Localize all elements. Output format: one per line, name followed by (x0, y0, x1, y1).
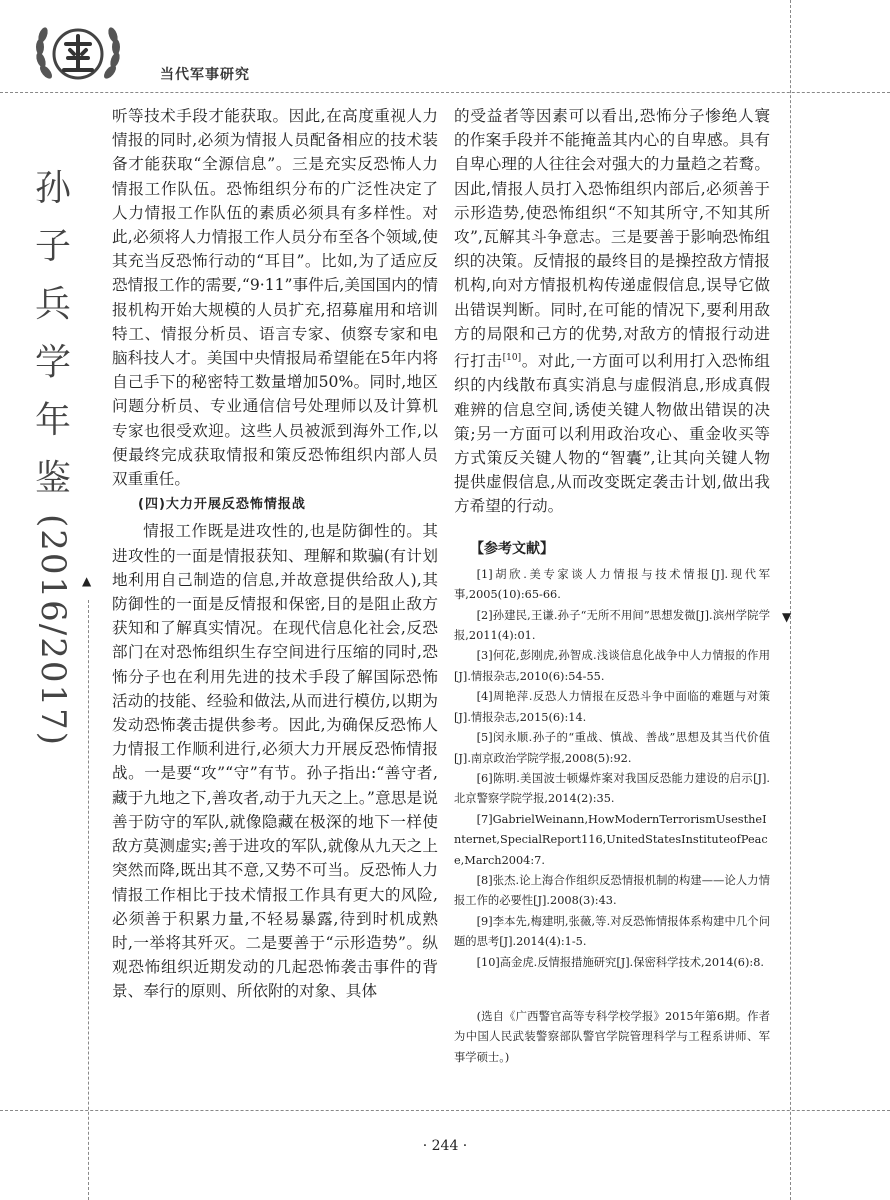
journal-name: 当代军事研究 (160, 67, 250, 83)
side-title-char: 年 (34, 400, 71, 441)
right-margin-rule (790, 0, 791, 1200)
triangle-up-icon: ▲ (82, 574, 92, 588)
yearbook-side-title (28, 160, 78, 747)
page-number: · 244 · (422, 1138, 468, 1154)
body-paragraph: 听等技术手段才能获取。因此,在高度重视人力情报的同时,必须为情报人员配备相应的技术装备才能获取“全源信息”。三是充实反恐怖人力情报工作队伍。恐怖组织分布的广泛性决定了人力情报工作队伍的素质必须具有多样性。对此,必须将人力情报工作人员分布至各个领域,使其充当反恐怖行动的“耳目”。比如,为了适应反恐情报工作的需要,“9·11”事件后,美国国内的情报机构开始大规模的人员扩充,招募雇用和培训特工、情报分析员、语言专家、侦察专家和电脑科技人才。美国中央情报局希望能在5年内将自己手下的秘密特工数量增加50%。同时,地区问题分析员、专业通信信号处理师以及计算机专家也很受欢迎。这些人员被派到海外工作,以便最终完成获取情报和策反恐怖组织内部人员双重重任。 (112, 107, 438, 489)
reference-item: [9]李本先,梅建明,张薇,等.对反恐怖情报体系构建中几个问题的思考[J].2014(4):1-5. (454, 914, 770, 949)
left-margin-rule (88, 600, 89, 1200)
side-title-char: 孙 (34, 168, 71, 209)
reference-item: [8]张杰.论上海合作组织反恐情报机制的构建——论人力情报工作的必要性[J].2008(3):43. (454, 873, 770, 908)
body-paragraph (454, 104, 770, 519)
paragraph-text: 的受益者等因素可以看出,恐怖分子惨绝人寰的作案手段并不能掩盖其内心的自卑感。具有自卑心理的人往往会对强大的力量趋之若鹜。因此,情报人员打入恐怖组织内部后,必须善于示形造势,使恐怖组织“不知其所守,不知其所攻”,瓦解其斗争意志。三是要善于影响恐怖组织的决策。反情报的最终目的是操控敌方情报机构,向对方情报机构传递虚假信息,误导它做出错误判断。同时,在可能的情况下,要利用敌方的局限和己方的优势,对敌方的情报行动进行打击 (454, 107, 770, 371)
section-heading: (四)大力开展反恐怖情报战 (138, 497, 306, 513)
citation-marker: [10] (502, 353, 522, 364)
reference-item: [3]何花,彭刚虎,孙智成.浅谈信息化战争中人力情报的作用[J].情报杂志,2010(6):54-55. (454, 649, 770, 683)
reference-item: [7]GabrielWeinann,HowModernTerrorismUsestheInternet,SpecialReport116,UnitedStatesInstituteofPeace,March2004:7. (454, 812, 768, 867)
paragraph-text: 。对此,一方面可以利用打入恐怖组织的内线散布真实消息与虚假消息,形成真假难辨的信息空间,诱使关键人物做出错误的决策;另一方面可以利用政治攻心、重金收买等方式策反关键人物的“智囊”,让其向关键人物提供虚假信息,从而改变既定袭击计划,做出我方希望的行动。 (454, 352, 770, 516)
references-heading: 【参考文献】 (470, 540, 554, 557)
reference-item: [5]闵永顺.孙子的“重战、慎战、善战”思想及其当代价值[J].南京政治学院学报,2008(5):92. (454, 731, 770, 765)
header-rule (0, 92, 890, 93)
body-paragraph: 情报工作既是进攻性的,也是防御性的。其进攻性的一面是情报获知、理解和欺骗(有计划地利用自己制造的信息,并故意提供给敌人),其防御性的一面是反情报和保密,目的是阻止敌方获知和了解真实情况。在现代信息化社会,反恐部门在对恐怖组织生存空间进行压缩的同时,恐怖分子也在利用先进的技术手段了解国际恐怖活动的技能、经验和做法,从而进行模仿,以期为发动恐怖袭击提供参考。因此,为确保反恐怖人力情报工作顺利进行,必须大力开展反恐怖情报战。一是要“攻”“守”有节。孙子指出:“善守者,藏于九地之下,善攻者,动于九天之上。”意思是说善于防守的军队,就像隐藏在极深的地下一样使敌方莫测虚实;善于进攻的军队,就像从九天之上突然而降,既出其不意,又势不可当。反恐怖人力情报工作相比于技术情报工作具有更大的风险,必须善于积累力量,不轻易暴露,待到时机成熟时,一举将其歼灭。二是要善于“示形造势”。纵观恐怖组织近期发动的几起恐怖袭击事件的背景、奉行的原则、所依附的对象、具体 (112, 522, 438, 1001)
reference-item: [2]孙建民,王谦.孙子“无所不用间”思想发微[J].滨州学院学报,2011(4):01. (454, 608, 770, 643)
side-title-char: 兵 (34, 284, 71, 325)
triangle-down-icon: ▼ (782, 610, 792, 624)
reference-item: [10]高金虎.反情报措施研究[J].保密科学技术,2014(6):8. (476, 955, 764, 969)
side-title-char: 学 (34, 342, 71, 383)
side-title-char: 鉴 (34, 458, 71, 499)
right-text-column (454, 104, 770, 1068)
side-title-year: (2016/2017) (33, 514, 73, 748)
footer-rule (0, 1110, 890, 1111)
side-title-char: 子 (34, 226, 71, 267)
reference-list (454, 565, 770, 973)
reference-item: [6]陈明.美国波士顿爆炸案对我国反恐能力建设的启示[J].北京警察学院学报,2014(2):35. (454, 771, 770, 806)
source-note: (选自《广西警官高等专科学校学报》2015年第6期。作者为中国人民武装警察部队警官学院管理科学与工程系讲师、军事学硕士。) (454, 1009, 770, 1064)
laurel-wreath-emblem-icon (28, 14, 128, 94)
reference-item: [1]胡欣.美专家谈人力情报与技术情报[J].现代军事,2005(10):65-66. (454, 567, 770, 602)
left-text-column (112, 104, 438, 1004)
reference-item: [4]周艳萍.反恐人力情报在反恐斗争中面临的难题与对策[J].情报杂志,2015(6):14. (454, 690, 770, 724)
